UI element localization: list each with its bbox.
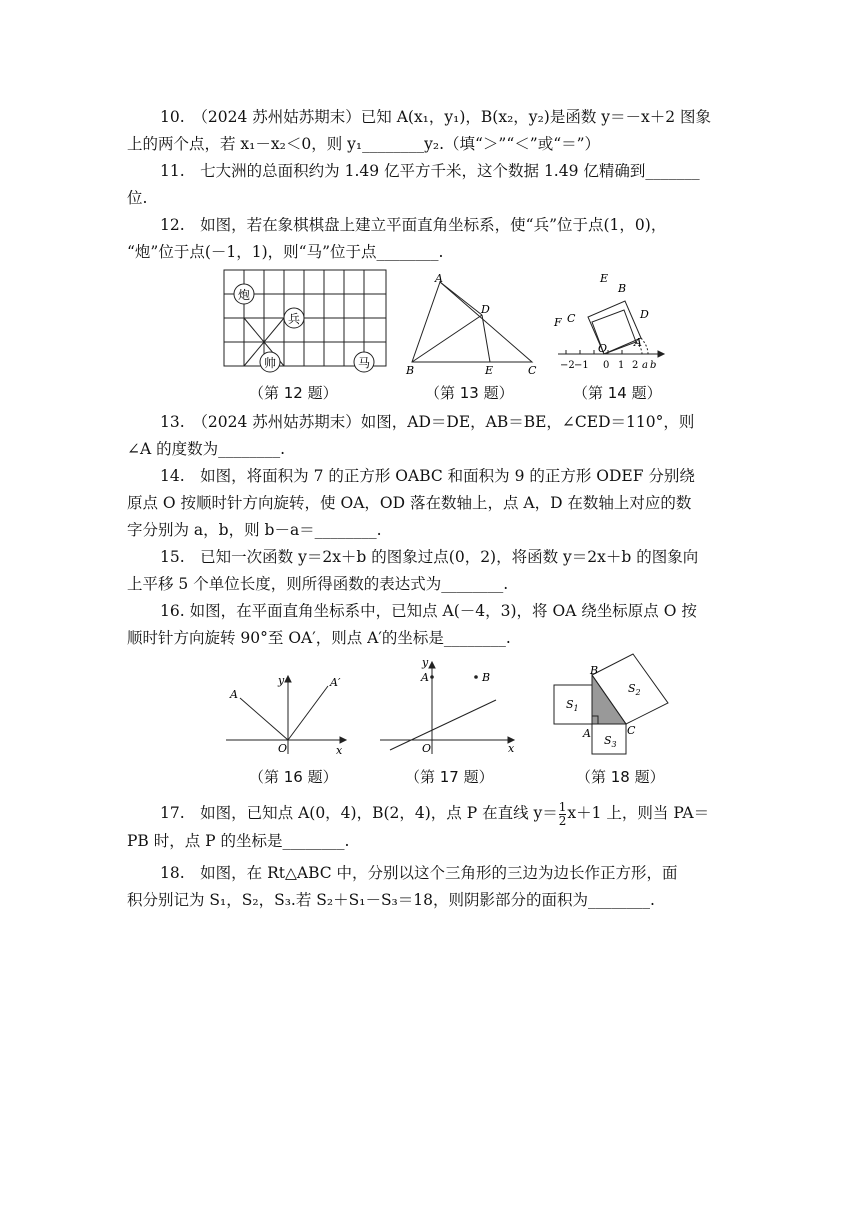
question-11-line-2: 位. [127,189,148,207]
label-O: O [422,742,432,755]
fraction-one-half [559,801,567,828]
caption-fig-12: （第 12 题） [249,384,338,402]
label-A-prime: A′ [330,676,341,689]
piece-shuai [260,352,280,372]
label-x: x [508,742,515,755]
label-A: A [421,671,429,684]
question-10-line-2: 上的两个点，若 x₁－x₂＜0，则 y₁________y₂.（填“＞”“＜”或“＝”） [127,135,601,153]
caption-fig-18: （第 18 题） [576,768,665,786]
label-S3-letter: S [604,734,612,747]
label-O: O [278,742,288,755]
question-13-line-1: 13. （2024 苏州姑苏期末）如图，AD＝DE，AB＝BE，∠CED＝110°，则 [160,413,695,431]
label-E: E [485,364,494,376]
piece-ma [354,352,374,372]
piece-ma-label: 马 [357,356,371,370]
label-F: F [554,316,562,329]
label-B: B [618,282,627,295]
piece-pao-label: 炮 [237,288,251,302]
tick-neg2: −2 [560,360,575,371]
label-A: A [634,336,642,349]
label-S1-sub: 1 [573,704,579,713]
label-x: x [336,744,343,757]
line-figure-17 [376,656,520,758]
label-y: y [278,674,285,687]
squares-figure-14 [552,268,676,378]
tick-1: 1 [618,360,625,371]
label-C: C [567,312,576,325]
fraction-numerator: 1 [558,799,567,814]
label-S3 [604,734,617,749]
question-12-line-2: “炮”位于点(－1，1)，则“马”位于点________. [127,243,444,261]
question-13 [127,409,737,463]
question-11 [127,158,737,212]
question-15 [127,544,737,598]
triangle-figure-13 [398,270,546,376]
label-B: B [406,364,415,376]
label-S3-sub: 3 [611,740,617,749]
question-12 [127,212,737,266]
label-S1-letter: S [566,698,574,711]
question-10-line-1: 10. （2024 苏州姑苏期末）已知 A(x₁，y₁)，B(x₂，y₂)是函数 y＝－x＋2 图象 [160,108,712,126]
label-B: B [590,664,599,677]
question-18 [127,860,737,914]
question-14-line-3: 字分别为 a，b，则 b－a＝________. [127,521,382,539]
label-C: C [528,364,537,376]
question-15-line-2: 上平移 5 个单位长度，则所得函数的表达式为________. [127,575,509,593]
label-S2 [628,682,641,697]
question-17 [127,800,737,855]
label-D: D [481,303,490,316]
question-14-line-2: 原点 O 按顺时针方向旋转，使 OA，OD 落在数轴上，点 A，D 在数轴上对应的数 [127,494,692,512]
question-17-line-1 [127,800,737,828]
label-A: A [230,688,238,701]
piece-bing [284,308,304,328]
label-S1 [566,698,579,713]
caption-fig-17: （第 17 题） [405,768,494,786]
question-18-line-1: 18. 如图，在 Rt△ABC 中，分别以这个三角形的三边为边长作正方形，面 [160,864,678,882]
label-y: y [422,656,429,669]
chess-grid [224,270,386,366]
question-10 [127,104,737,158]
piece-pao [234,284,254,304]
piece-shuai-label: 帅 [263,356,277,370]
tick-0: 0 [603,360,610,371]
question-17-line-1-start: 17. 如图，已知点 A(0，4)，B(2，4)，点 P 在直线 y＝ [160,804,558,822]
label-B: B [482,671,491,684]
tick-2: 2 [632,360,639,371]
question-13-line-2: ∠A 的度数为________. [127,440,286,458]
question-11-line-1: 11. 七大洲的总面积约为 1.49 亿平方千米，这个数据 1.49 亿精确到_______ [160,162,700,180]
chess-board-figure [222,266,390,376]
label-O: O [598,342,608,355]
question-14-line-1: 14. 如图，将面积为 7 的正方形 OABC 和面积为 9 的正方形 ODEF 分别绕 [160,467,695,485]
fraction-denominator: 2 [558,813,567,828]
label-A: A [435,272,443,285]
caption-fig-13: （第 13 题） [425,384,514,402]
label-C: C [627,724,636,737]
question-16-line-2: 顺时针方向旋转 90°至 OA′，则点 A′的坐标是________. [127,629,511,647]
label-S2-letter: S [628,682,636,695]
label-E: E [600,272,609,285]
tick-a: a [642,360,648,371]
question-17-line-2: PB 时，点 P 的坐标是________. [127,831,350,850]
piece-bing-label: 兵 [287,312,301,326]
question-18-line-2: 积分别记为 S₁，S₂，S₃.若 S₂＋S₁－S₃＝18，则阴影部分的面积为________. [127,891,655,909]
question-16 [127,598,737,652]
caption-fig-16: （第 16 题） [249,768,338,786]
squares-figure-18 [550,652,672,762]
label-A: A [583,727,591,740]
question-14 [127,463,737,544]
label-D: D [640,308,649,321]
label-S2-sub: 2 [635,688,641,697]
question-16-line-1: 16. 如图，在平面直角坐标系中，已知点 A(－4，3)，将 OA 绕坐标原点 O 按 [160,602,697,620]
tick-neg1: −1 [574,360,589,371]
question-12-line-1: 12. 如图，若在象棋棋盘上建立平面直角坐标系，使“兵”位于点(1，0)， [160,216,667,234]
rotation-figure-16 [222,670,352,758]
question-15-line-1: 15. 已知一次函数 y＝2x＋b 的图象过点(0，2)，将函数 y＝2x＋b 的图象向 [160,548,699,566]
caption-fig-14: （第 14 题） [573,384,662,402]
question-17-line-1-end: x＋1 上，则当 PA＝ [567,804,710,822]
tick-b: b [650,360,657,371]
